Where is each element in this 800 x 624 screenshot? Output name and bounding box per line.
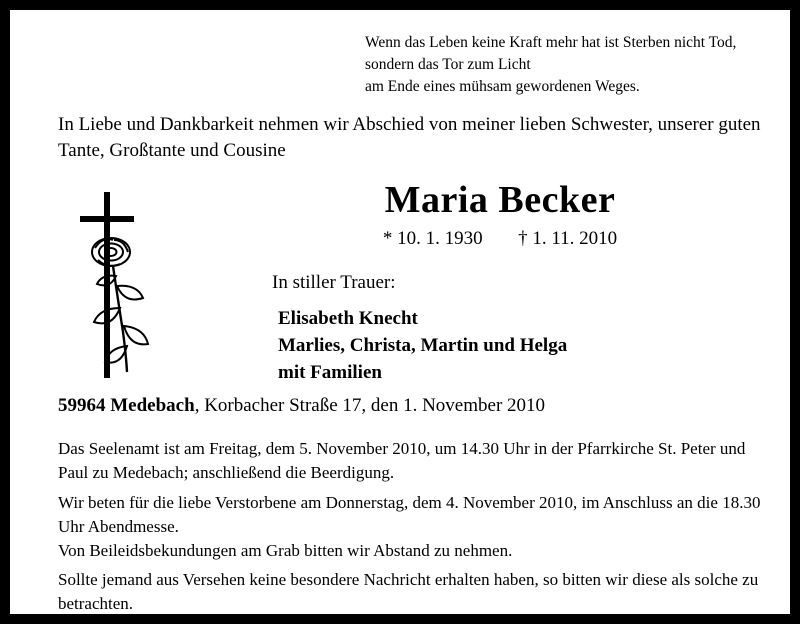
death-symbol: †	[518, 228, 528, 249]
deceased-name: Maria Becker	[384, 179, 616, 221]
birth-symbol: *	[382, 228, 393, 249]
notice-paragraph: Sollte jemand aus Versehen keine besondere Nachricht erhalten haben, so bitten wir diese als solche zu betrachten.	[58, 570, 759, 613]
mourner-line: Marlies, Christa, Martin und Helga	[278, 334, 568, 356]
cross-with-rose-icon	[68, 190, 178, 385]
death-date: 1. 11. 2010	[532, 228, 618, 249]
address-rest: , Korbacher Straße 17, den 1. November 2010	[194, 395, 546, 416]
epitaph-line-2: sondern das Tor zum Licht	[365, 56, 531, 73]
epitaph-line-3: am Ende eines mühsam gewordenen Weges.	[365, 78, 640, 95]
mourning-label: In stiller Trauer:	[272, 272, 396, 293]
mourner-line: mit Familien	[278, 361, 382, 383]
address-line	[58, 395, 545, 417]
epitaph-verse	[365, 32, 785, 98]
obituary-card	[10, 10, 790, 614]
mourner-line: Elisabeth Knecht	[278, 308, 418, 329]
intro-text: In Liebe und Dankbarkeit nehmen wir Abschied von meiner lieben Schwester, unserer guten Tante, Großtante und Cousine	[58, 114, 761, 161]
condolences-paragraph: Von Beileidsbekundungen am Grab bitten wir Abstand zu nehmen.	[58, 541, 513, 560]
mourners-list	[278, 306, 567, 387]
prayer-paragraph: Wir beten für die liebe Verstorbene am Donnerstag, dem 4. November 2010, im Anschluss an die 18.30 Uhr Abendmesse.	[58, 493, 761, 536]
epitaph-line-1: Wenn das Leben keine Kraft mehr hat ist Sterben nicht Tod,	[365, 34, 737, 51]
birth-date: 10. 1. 1930	[397, 228, 483, 249]
address-city: 59964 Medebach	[58, 395, 195, 416]
life-dates	[260, 228, 740, 250]
service-paragraph: Das Seelenamt ist am Freitag, dem 5. November 2010, um 14.30 Uhr in der Pfarrkirche St. Peter und Paul zu Medebach; anschließend die Beerdigung.	[58, 439, 746, 482]
